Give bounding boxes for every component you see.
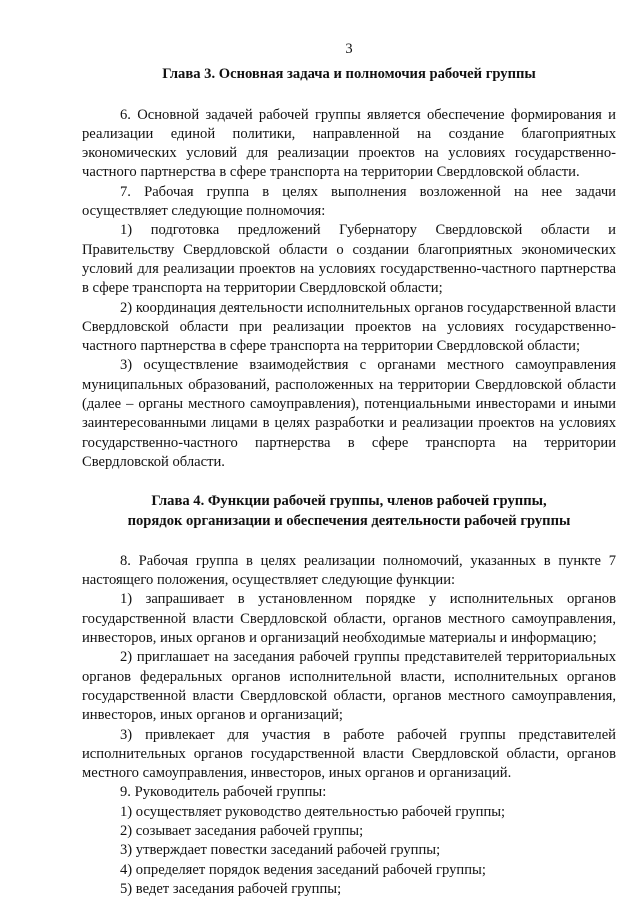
paragraph-9: 9. Руководитель рабочей группы: <box>120 784 327 801</box>
paragraph-9-item-4: 4) определяет порядок ведения заседаний рабочей группы; <box>120 861 486 878</box>
paragraph-9-item-5: 5) ведет заседания рабочей группы; <box>120 880 342 897</box>
chapter-3-title: Глава 3. Основная задача и полномочия рабочей группы <box>162 66 536 83</box>
paragraph-8-item-2: 2) приглашает на заседания рабочей группы представителей территориальных органов федеральных органов исполнительной власти, исполнительных органов государственной власти Свердловской области, органов местного самоуправления, инвесторов, иных органов и организаций; <box>82 649 616 724</box>
page-number: 3 <box>345 41 353 57</box>
paragraph-7: 7. Рабочая группа в целях выполнения возложенной на нее задачи осуществляет следующие полномочия: <box>82 183 616 220</box>
paragraph-8: 8. Рабочая группа в целях реализации полномочий, указанных в пункте 7 настоящего положения, осуществляет следующие функции: <box>82 552 616 589</box>
paragraph-9-item-3: 3) утверждает повестки заседаний рабочей группы; <box>120 842 441 859</box>
chapter-4-title-line-2: порядок организации и обеспечения деятельности рабочей группы <box>127 512 571 529</box>
paragraph-8-item-1: 1) запрашивает в установленном порядке у исполнительных органов государственной власти Свердловской области, органов местного самоуправления, инвесторов, иных органов и организаций необходимые материалы и информацию; <box>82 591 616 647</box>
paragraph-6: 6. Основной задачей рабочей группы является обеспечение формирования и реализации единой политики, направленной на создание благоприятных экономических условий для реализации проектов на условиях государственно-частного партнерства в сфере транспорта на территории Свердловской области. <box>82 106 616 181</box>
paragraph-7-item-2: 2) координация деятельности исполнительных органов государственной власти Свердловской области при реализации проектов на условиях государственно-частного партнерства в сфере транспорта на территории Свердловской области; <box>82 299 616 355</box>
paragraph-7-item-1: 1) подготовка предложений Губернатору Свердловской области и Правительству Свердловской области о создании благоприятных экономических условий для реализации проектов на условиях государственно-частного партнерства в сфере транспорта на территории Свердловской области; <box>82 222 616 297</box>
chapter-4-title-line-1: Глава 4. Функции рабочей группы, членов рабочей группы, <box>151 493 547 510</box>
paragraph-7-item-3: 3) осуществление взаимодействия с органами местного самоуправления муниципальных образований, расположенных на территории Свердловской области (далее – органы местного самоуправления), потенциальными инвесторами и иными заинтересованными лицами в целях разработки и реализации проектов на условиях государственно-частного партнерства в сфере транспорта на территории Свердловской области. <box>82 357 616 470</box>
paragraph-9-item-1: 1) осуществляет руководство деятельностью рабочей группы; <box>120 803 506 820</box>
paragraph-9-item-2: 2) созывает заседания рабочей группы; <box>120 822 364 839</box>
paragraph-8-item-3: 3) привлекает для участия в работе рабочей группы представителей исполнительных органов государственной власти Свердловской области, органов местного самоуправления, инвесторов, иных органов и организаций. <box>82 726 616 782</box>
